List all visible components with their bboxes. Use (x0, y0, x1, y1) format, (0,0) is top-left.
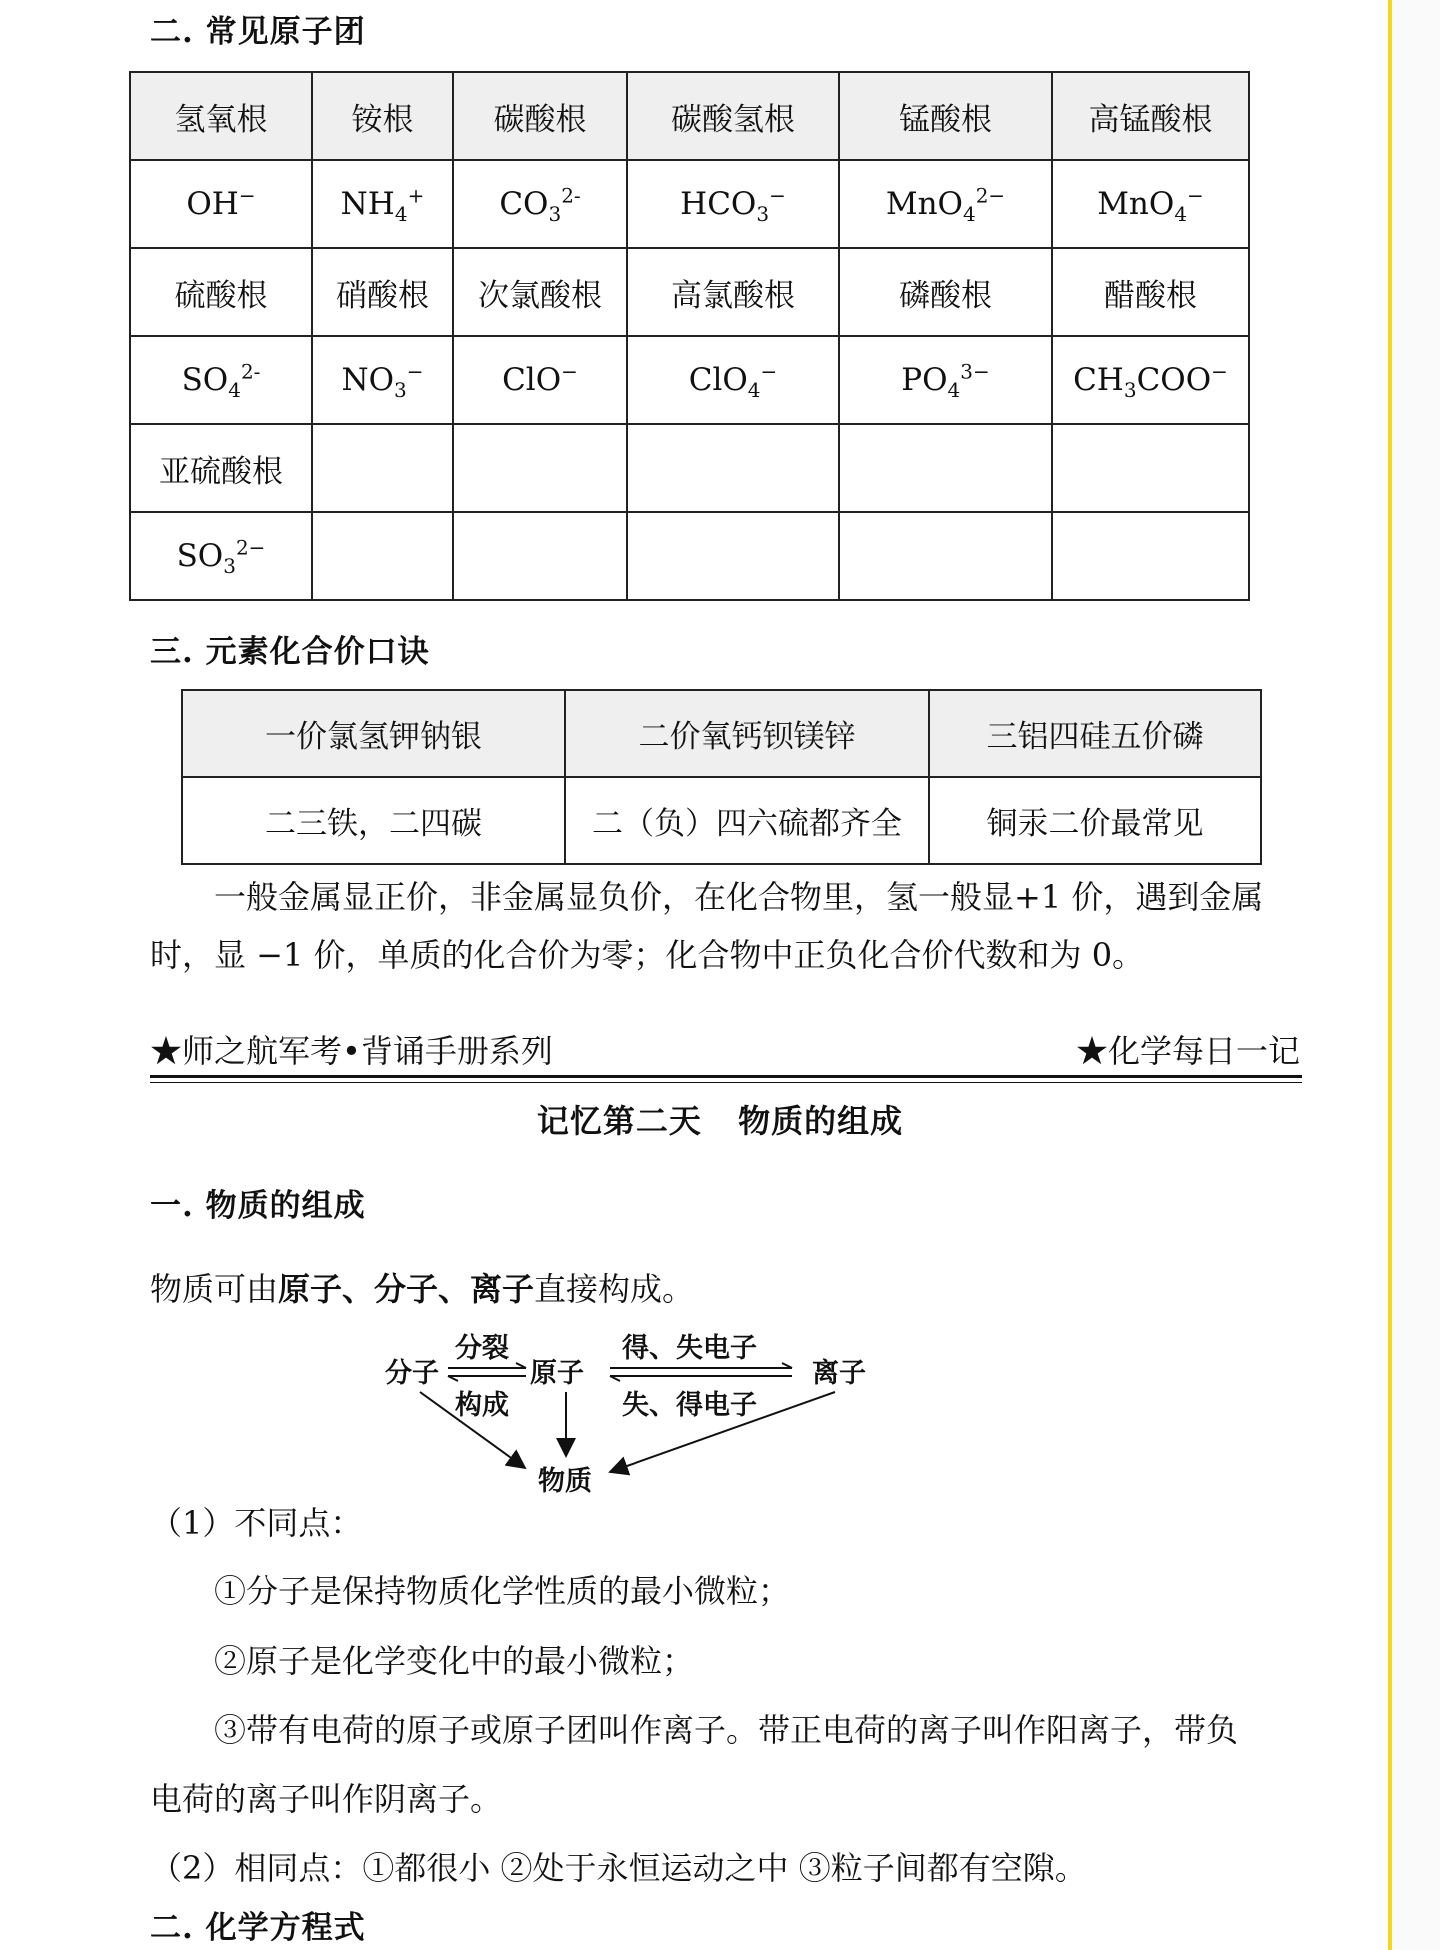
formula-base: NH (340, 186, 395, 222)
formula-sub: 3 (756, 202, 770, 227)
formula-base: ClO (688, 362, 748, 398)
formula-sup: + (407, 183, 425, 208)
formula-tail: COO (1136, 362, 1212, 398)
header-series-title: ★师之航军考•背诵手册系列 (150, 1032, 553, 1070)
formula-base: CH (1073, 362, 1124, 398)
day-topic: 物质的组成 (738, 1102, 904, 1140)
radical-formula-cell (453, 512, 627, 600)
radical-name-cell: 锰酸根 (839, 72, 1052, 160)
difference-item: ②原子是化学变化中的最小微粒； (214, 1642, 695, 1680)
radical-formula-cell (839, 512, 1052, 600)
formula-base: OH (186, 186, 239, 222)
valence-cell: 二价氧钙钡镁锌 (565, 690, 929, 777)
header-rule-thick (150, 1075, 1302, 1078)
radical-formula-cell (130, 160, 312, 248)
radical-formula-cell (839, 160, 1052, 248)
composition-intro (150, 1264, 694, 1310)
valence-table (181, 689, 1262, 865)
formula-sup: − (561, 359, 578, 384)
formula-base: MnO (885, 186, 963, 222)
formula-sub: 4 (228, 378, 241, 403)
radical-formula-cell (312, 160, 453, 248)
valence-cell: 二（负）四六硫都齐全 (565, 777, 929, 864)
label-lose-gain: 失、得电子 (622, 1390, 757, 1421)
node-matter: 物质 (538, 1466, 592, 1497)
radical-formula-cell (1052, 336, 1249, 424)
formula-sub: 3 (394, 378, 407, 403)
difference-item-continued: 电荷的离子叫作阴离子。 (150, 1780, 503, 1818)
radical-name-cell: 醋酸根 (1052, 248, 1249, 336)
formula-sup: − (406, 359, 424, 384)
formula-sub: 4 (947, 378, 961, 403)
radical-formula-cell (1052, 512, 1249, 600)
formula-base: MnO (1097, 186, 1175, 222)
formula-base: SO (181, 362, 229, 398)
valence-cell: 三铝四硅五价磷 (929, 690, 1261, 777)
day-title (0, 1096, 1440, 1142)
radical-formula-cell (627, 160, 839, 248)
radical-name-cell (627, 424, 839, 512)
formula-sup: 3− (960, 359, 990, 384)
radical-name-cell: 高锰酸根 (1052, 72, 1249, 160)
formula-sub: 4 (1174, 202, 1188, 227)
node-atom: 原子 (530, 1358, 584, 1389)
formula-sub: 4 (747, 378, 761, 403)
radical-formula-cell (130, 336, 312, 424)
valence-row (182, 777, 1261, 864)
radical-name-cell (453, 424, 627, 512)
section-title-valence: 三. 元素化合价口诀 (150, 634, 430, 670)
radical-name-cell: 亚硫酸根 (130, 424, 312, 512)
similarities: （2）相同点：①都很小 ②处于永恒运动之中 ③粒子间都有空隙。 (150, 1849, 1087, 1887)
formula-base: ClO (502, 362, 562, 398)
running-header (150, 1026, 1300, 1070)
radical-name-row (130, 72, 1249, 160)
formula-base: CO (499, 186, 549, 222)
header-rule-thin (150, 1082, 1302, 1083)
valence-cell: 二三铁，二四碳 (182, 777, 565, 864)
radical-name-cell (1052, 424, 1249, 512)
formula-sup: − (760, 359, 778, 384)
particle-relationship-diagram (370, 1330, 890, 1505)
radical-name-cell: 硫酸根 (130, 248, 312, 336)
radical-name-cell: 高氯酸根 (627, 248, 839, 336)
formula-sup: − (1211, 359, 1228, 384)
radical-name-cell (839, 424, 1052, 512)
radicals-table (129, 71, 1250, 601)
formula-base: SO (176, 538, 224, 574)
radical-name-cell: 次氯酸根 (453, 248, 627, 336)
radical-formula-row (130, 160, 1249, 248)
formula-sub: 3 (548, 202, 562, 227)
formula-base: HCO (680, 186, 757, 222)
intro-prefix: 物质可由 (150, 1270, 279, 1308)
radical-formula-cell (1052, 160, 1249, 248)
radical-formula-row (130, 512, 1249, 600)
part2-title: 二. 化学方程式 (150, 1910, 366, 1946)
page-margin (1392, 0, 1440, 1950)
radical-formula-cell (453, 336, 627, 424)
difference-item: ③带有电荷的原子或原子团叫作离子。带正电荷的离子叫作阳离子，带负 (214, 1711, 1239, 1749)
radical-formula-cell (453, 160, 627, 248)
intro-bold: 原子、分子、离子 (278, 1270, 535, 1308)
section-title-radicals: 二. 常见原子团 (150, 14, 366, 50)
radical-name-cell: 氢氧根 (130, 72, 312, 160)
radical-name-cell: 碳酸根 (453, 72, 627, 160)
formula-sub: 4 (394, 202, 408, 227)
valence-cell: 一价氯氢钾钠银 (182, 690, 565, 777)
radical-name-cell: 碳酸氢根 (627, 72, 839, 160)
radical-formula-cell (627, 512, 839, 600)
radical-name-row (130, 424, 1249, 512)
node-molecule: 分子 (385, 1358, 439, 1389)
label-split: 分裂 (455, 1333, 509, 1364)
label-compose: 构成 (455, 1390, 509, 1421)
radical-name-cell (312, 424, 453, 512)
radical-formula-cell (130, 512, 312, 600)
formula-sup: 2− (235, 535, 266, 560)
radical-formula-cell (312, 512, 453, 600)
formula-sub: 3 (1123, 378, 1137, 403)
difference-item: ①分子是保持物质化学性质的最小微粒； (214, 1572, 791, 1610)
header-subject-title: ★化学每日一记 (1075, 1032, 1300, 1070)
valence-note: 一般金属显正价，非金属显负价，在化合物里，氢一般显+1 价，遇到金属时，显 −1 价，单质的化合价为零；化合物中正负化合价代数和为 0。 (150, 878, 1264, 974)
formula-base: NO (341, 362, 395, 398)
label-gain-lose: 得、失电子 (622, 1333, 757, 1364)
formula-sup: 2- (240, 359, 261, 384)
formula-sup: 2− (975, 183, 1006, 208)
formula-sup: − (769, 183, 786, 208)
day-label: 记忆第二天 (536, 1102, 702, 1140)
radical-formula-cell (839, 336, 1052, 424)
radical-name-cell: 硝酸根 (312, 248, 453, 336)
intro-suffix: 直接构成。 (534, 1270, 695, 1308)
formula-sup: − (238, 183, 256, 208)
radical-formula-cell (312, 336, 453, 424)
radical-formula-cell (627, 336, 839, 424)
valence-row (182, 690, 1261, 777)
formula-sub: 3 (223, 554, 236, 579)
radical-name-cell: 铵根 (312, 72, 453, 160)
radical-formula-row (130, 336, 1249, 424)
radical-name-row (130, 248, 1249, 336)
differences-heading: （1）不同点： (150, 1504, 363, 1542)
node-ion: 离子 (812, 1358, 866, 1389)
formula-sup: − (1187, 183, 1204, 208)
radical-name-cell: 磷酸根 (839, 248, 1052, 336)
part1-title: 一. 物质的组成 (150, 1188, 366, 1224)
valence-cell: 铜汞二价最常见 (929, 777, 1261, 864)
formula-base: PO (901, 362, 948, 398)
formula-sup: 2- (561, 183, 581, 208)
formula-sub: 4 (962, 202, 976, 227)
